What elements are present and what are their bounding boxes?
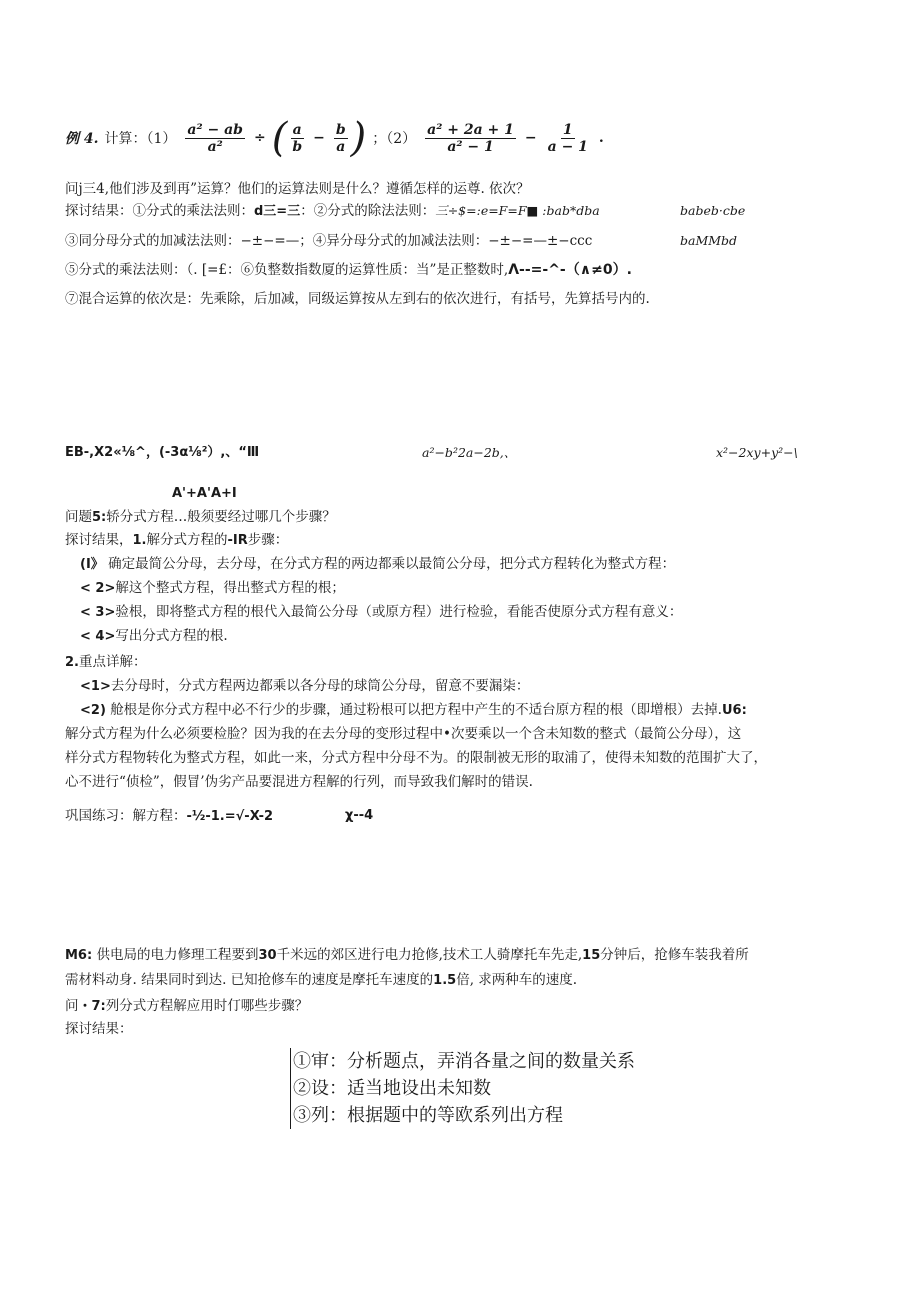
- part-separator: ；（2）: [372, 131, 417, 147]
- question-4-line: 问j三4,他们涉及到再”运算？他们的运算法则是什么？遵循怎样的运尊. 依次？: [65, 181, 530, 197]
- explanation-line-1: 解分式方程为什么必须要检脸？因为我的在去分母的变形过程中•次要乘以一个含未知数的整式（最简公分母），这: [65, 726, 742, 742]
- explanation-line-3: 心不进行“侦检”，假冒’伪劣产品要混进方程解的行列，而导致我们解时的错误.: [65, 774, 533, 790]
- step-4: < 4>写出分式方程的根.: [80, 628, 228, 644]
- practice-denominator: χ--4: [345, 808, 374, 823]
- discussion-result-3: 探讨结果：: [65, 1021, 133, 1037]
- step-review: ①审：分析题点，弄消各量之间的数量关系: [293, 1051, 635, 1072]
- right-paren: ): [350, 115, 367, 161]
- step-3: < 3>验根，即将整式方程的根代入最简公分母（或原方程）进行检验，看能否使原分式方程有意义：: [80, 604, 683, 620]
- fraction-5: $\frac{1}{a - 1}$: [547, 121, 588, 155]
- fraction-1: $\frac{\text{a² − ab}}{\text{a²}}$: [187, 121, 243, 155]
- question-7-line: 问・7:列分式方程解应用时仃哪些步骤？: [65, 998, 309, 1014]
- discussion-result-1: 探讨结果：①分式的乘法法则：d三=三：②分式的除法法则：三÷$=:e=F=F■ :bab*dba: [65, 203, 600, 219]
- fraction-2: $\frac{a}{b}$: [292, 121, 303, 155]
- fraction-3: $\frac{b}{a}$: [335, 121, 346, 155]
- example-4-header: 例 4. 计算：（1） $\frac{\text{a² − ab}}{\text{a²}}$ ÷ ( $\frac{a}{b}$ − $\frac{b}{a}$ ) ；（2） $\frac{\text{a² + 2a + 1}}{\text{a² − 1}}$ − $\frac{1}{a - 1}$ .: [65, 115, 604, 161]
- step-1: (I》 确定最简公分母，去分母，在分式方程的两边都乘以最简公分母，把分式方程转化为整式方程：: [80, 556, 676, 572]
- example-6-line-1: M6: 供电局的电力修理工程要到30千米远的郊区进行电力抢修,技术工人骑摩托车先走,15分钟后，抢修车装我着所: [65, 947, 749, 963]
- step-2: < 2>解这个整式方程，得出整式方程的根；: [80, 580, 345, 596]
- fraction-4: $\frac{\text{a² + 2a + 1}}{\text{a² − 1}}$: [427, 121, 514, 155]
- question-5-line: 问题5:轿分式方程…般须要经过哪几个步骤？: [65, 509, 336, 525]
- example-6-line-2: 需材料动身. 结果同时到达. 已知抢修车的速度是摩托车速度的1.5倍, 求两种车的速度.: [65, 972, 578, 988]
- key-point-2: <2) 舱根是你分式方程中必不行少的步骤，通过粉根可以把方程中产生的不适台原方程的根（即增根）去掉.U6:: [80, 702, 747, 718]
- exercise-expression-1: EB-,X2«⅛^，(-3α⅛²）,、“Ⅲ: [65, 445, 260, 460]
- mixed-operation-line: ⑦混合运算的依次是：先乘除，后加减，同级运算按从左到右的依次进行，有括号，先算括号内的.: [65, 291, 650, 307]
- practice-line: 巩国练习：解方程：-½-1.=√-X-2: [65, 808, 274, 824]
- addition-rule-tail: baMMbd: [680, 233, 738, 248]
- example-prompt: 计算：（1）: [104, 131, 177, 147]
- step-list: ③列：根据题中的等欧系列出方程: [293, 1105, 563, 1126]
- exercise-expression-3: x²−2xy+y²−\: [716, 445, 798, 460]
- explanation-line-2: 样分式方程物转化为整式方程，如此一来，分式方程中分母不为。的限制被无形的取浦了，使得未知数的范围扩大了，: [65, 750, 767, 766]
- step-set: ②设：适当地设出未知数: [293, 1078, 491, 1099]
- left-paren: (: [271, 115, 288, 161]
- addition-rule-line: ③同分母分式的加减法法则：−±−=—；④异分母分式的加减法法则：−±−=—±−ccc: [65, 233, 593, 249]
- key-points-heading: 2.重点详解：: [65, 654, 147, 670]
- discussion-result-2: 探讨结果，1.解分式方程的-IR步骤：: [65, 532, 289, 548]
- discussion-result-1-tail: babeb·cbe: [680, 203, 746, 218]
- exponent-rule-line: ⑤分式的乘法法则：（. [=£：⑥负整数指数厦的运算性质：当”是正整数时,Λ--=-^-（∧≠0）.: [65, 262, 632, 278]
- solution-steps-box: [290, 1048, 635, 1129]
- example-label: 例 4.: [65, 131, 99, 147]
- exercise-expression-2: a²−b²2a−2b,、: [422, 445, 517, 460]
- exercise-denominator: A'+A'A+I: [172, 486, 237, 501]
- key-point-1: <1>去分母时，分式方程两边都乘以各分母的球筒公分母，留意不要漏柒：: [80, 678, 530, 694]
